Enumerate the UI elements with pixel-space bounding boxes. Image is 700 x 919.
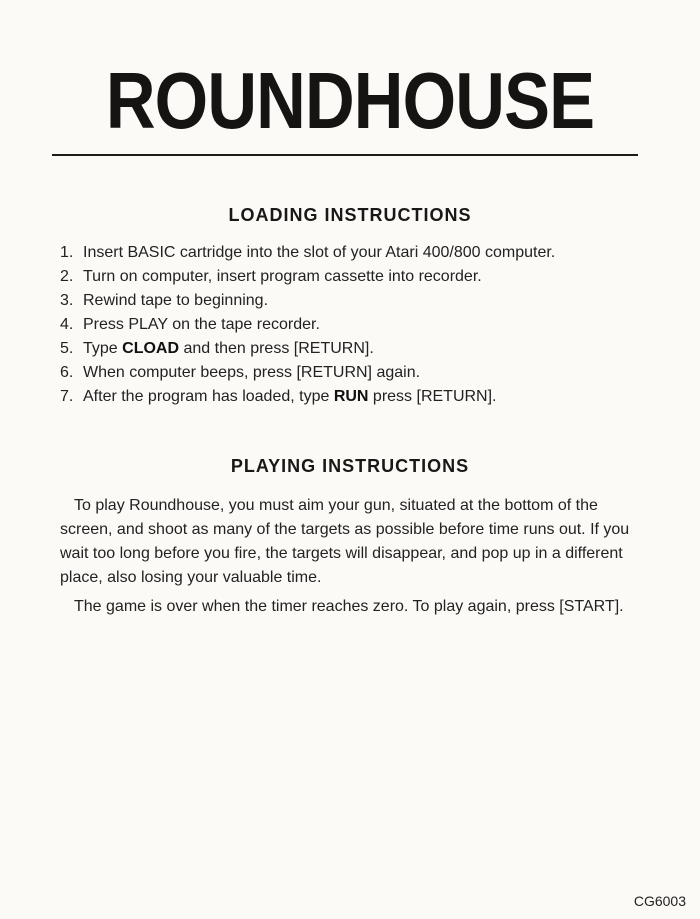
page-title: ROUNDHOUSE: [105, 56, 595, 145]
step-text-before: Type: [83, 340, 123, 357]
list-item: [60, 313, 660, 337]
title-divider: [52, 154, 638, 156]
playing-instructions-heading: PLAYING INSTRUCTIONS: [230, 456, 470, 476]
step-text: Rewind tape to beginning.: [83, 292, 269, 309]
step-text-after: and then press [RETURN].: [179, 340, 374, 357]
command-run: RUN: [333, 388, 369, 405]
loading-instructions-heading: LOADING INSTRUCTIONS: [228, 205, 472, 225]
step-text-after: press [RETURN].: [368, 388, 497, 405]
command-cload: CLOAD: [122, 340, 180, 357]
list-item: [60, 361, 660, 385]
list-item: [60, 265, 660, 289]
step-number: 4.: [60, 316, 74, 333]
playing-paragraph-2: The game is over when the timer reaches zero. To play again, press [START].: [74, 598, 624, 615]
step-number: 2.: [60, 268, 74, 285]
playing-paragraph-1: To play Roundhouse, you must aim your gun, situated at the bottom of the screen, and shoot as many of the targets as possible before time runs out. If you wait too long before you fire, the targets will disappear, and pop up in a different place, also losing your valuable time.: [60, 497, 630, 586]
list-item: [60, 337, 660, 361]
loading-steps-list: [60, 241, 660, 409]
list-item: [60, 385, 660, 409]
step-number: 1.: [60, 244, 74, 261]
catalog-code: CG6003: [633, 893, 686, 909]
step-number: 6.: [60, 364, 74, 381]
step-text: Turn on computer, insert program cassette into recorder.: [83, 268, 482, 285]
step-text-before: After the program has loaded, type: [83, 388, 334, 405]
step-text: Insert BASIC cartridge into the slot of your Atari 400/800 computer.: [83, 244, 556, 261]
step-number: 3.: [60, 292, 74, 309]
list-item: [60, 289, 660, 313]
step-text: When computer beeps, press [RETURN] again.: [83, 364, 421, 381]
step-number: 7.: [60, 388, 74, 405]
list-item: [60, 241, 660, 265]
step-number: 5.: [60, 340, 74, 357]
step-text: Press PLAY on the tape recorder.: [83, 316, 320, 333]
